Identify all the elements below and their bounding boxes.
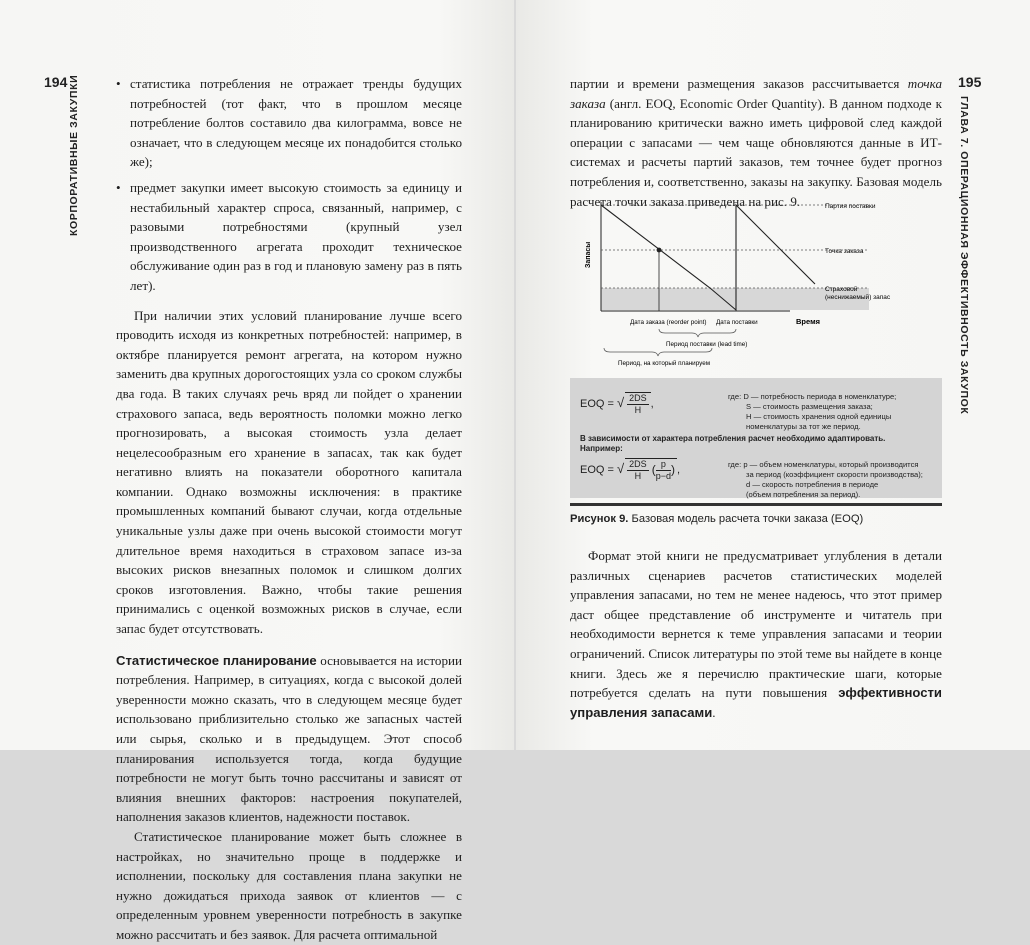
eoq-formula-2: EOQ = √ $\frac{2DS}{H}$ ( $\frac{p}{p-d}$ ) , <box>580 459 681 481</box>
y-axis-label: Запасы <box>585 241 592 268</box>
page-number: 194 <box>44 74 68 90</box>
bullet-item: • статистика потребления не отражает тренды будущих потребностей (тот факт, что в прошлом месяце потребление болтов составило два килограмма, вовсе не означает, что в следующем месяце их понадобится столько же); <box>116 74 462 172</box>
left-body <box>116 74 462 945</box>
paragraph: партии и времени размещения заказов рассчитывается точка заказа (англ. EOQ, Economic Order Quantity). В данном подходе к планированию критически важно иметь цифровой след каждой операции с запасами — чем чаще обновляются данные в ИТ-системах и расчеты партий заказов, тем точнее будет прогноз потребления и, соответственно, заказы на закупку. Базовая модель расчета точки заказа приведена на рис. 9. <box>570 76 942 209</box>
safety-label-1: Страховой <box>825 286 858 293</box>
term-italic: точка заказа <box>570 76 942 111</box>
paragraph: При наличии этих условий планирование лучше всего проводить исходя из конкретных потребностей: например, в октябре планируется ремонт агрегата, на котором нужно заменить два крупных дорогостоящих узла со сроком службы два года. В таких случаях речь вряд ли пойдет о хранении страхового запаса, ведь вероятность поломки можно легко прогнозировать, а высокая стоимость узла делает нецелесообразным его хранение в запасах, так как будет негативно влиять на показатели оборотного капитала компании. Однако возможны исключения: в практике промышленных компаний бывают случаи, когда отдельные уникальные узлы даже при очень высокой стоимости могут длительное время находиться в страховом запасе из-за высоких рисков внезапных поломок и слишком долгих сроков изготовления. Важно, чтобы такие решения принимались с оценкой возможных рисков в случае, если запас будет отсутствовать. <box>116 307 462 637</box>
figure-caption: Рисунок 9. Базовая модель расчета точки заказа (EOQ) <box>570 513 864 525</box>
legend-2: где: p — объем номенклатуры, который производится за период (коэффициент скорости производства); d — скорость потребления в периоде (объем потребления за период). <box>728 460 923 499</box>
paragraph: Статистическое планирование основывается на истории потребления. Например, в ситуациях, когда с высокой долей уверенности можно сказать, что в следующем месяце будет использовано приблизительно столько же запасных частей или сырья, сколько и в предыдущем. Этот способ планирования используется тогда, когда будущие потребности не могут быть точно рассчитаны и зависят от влияния внешних факторов: настроения покупателей, наполнения заказов клиентов, надежности поставок. <box>116 652 462 825</box>
eoq-formula-1: EOQ = √ $\frac{2DS}{H}$ , <box>580 393 654 415</box>
right-page <box>516 0 1030 750</box>
formula-box <box>570 378 942 498</box>
right-top-body <box>570 74 942 211</box>
x-axis-label: Время <box>796 317 820 326</box>
delivery-date-label: Дата поставки <box>716 319 758 326</box>
bullet-item: • предмет закупки имеет высокую стоимость за единицу и нестабильный характер спроса, связанный, например, с разовыми потребностями (крупный узел производственного агрегата проходит техническое обслуживание один раз в год и плановую замену раз в пять лет). <box>116 178 462 296</box>
bullet-list <box>116 74 462 296</box>
caption-rule <box>570 503 942 506</box>
order-date-label: Дата заказа (reorder point) <box>630 319 707 326</box>
lead-time-brace <box>659 329 736 337</box>
planning-label: Период, на который планируем <box>618 360 711 367</box>
paragraph: Формат этой книги не предусматривает углубления в детали различных сценариев расчетов статистических моделей управления запасами, но тем не менее надеюсь, что этот пример даст общее представление об инструменте и читатель при необходимости вернется к теме управления запасами и теории ограничений. Список литературы по этой теме вы найдете в конце книги. Здесь же я перечислю практические шаги, которые потребуется сделать на пути повышения эффективности управления запасами. <box>570 548 942 720</box>
term-bold: Статистическое планирование <box>116 652 317 668</box>
term-bold: эффективности управления запасами <box>570 685 942 720</box>
paragraph: Статистическое планирование может быть сложнее в настройках, но значительно проще в поддержке и исполнении, поскольку для составления плана закупки не нужно дожидаться прихода заявок от клиентов — с определенным уровнем уверенности потребность в закупке можно рассчитать и без заявок. Для расчета оптимальной <box>116 828 462 942</box>
formula-note: В зависимости от характера потребления расчет необходимо адаптировать. Например: <box>580 434 886 453</box>
page-number: 195 <box>958 74 982 90</box>
right-bottom-body <box>570 546 942 722</box>
eoq-diagram <box>570 196 942 376</box>
running-head-right: ГЛАВА 7. ОПЕРАЦИОННАЯ ЭФФЕКТИВНОСТЬ ЗАКУПОК <box>958 96 970 415</box>
reorder-label: Точка заказа <box>825 248 864 255</box>
safety-label-2: (неснижаемый) запас <box>825 294 891 301</box>
left-page <box>0 0 514 942</box>
reorder-point-marker <box>657 248 662 253</box>
legend-1: где: D — потребность периода в номенклатуре; S — стоимость размещения заказа; H — стоимость хранения одной единицы номенклатуры за тот же период. <box>728 392 897 431</box>
planning-brace <box>604 348 712 356</box>
batch-label: Партия поставки <box>825 203 876 210</box>
running-head: КОРПОРАТИВНЫЕ ЗАКУПКИ <box>68 74 80 236</box>
lead-time-label: Период поставки (lead time) <box>666 341 748 348</box>
